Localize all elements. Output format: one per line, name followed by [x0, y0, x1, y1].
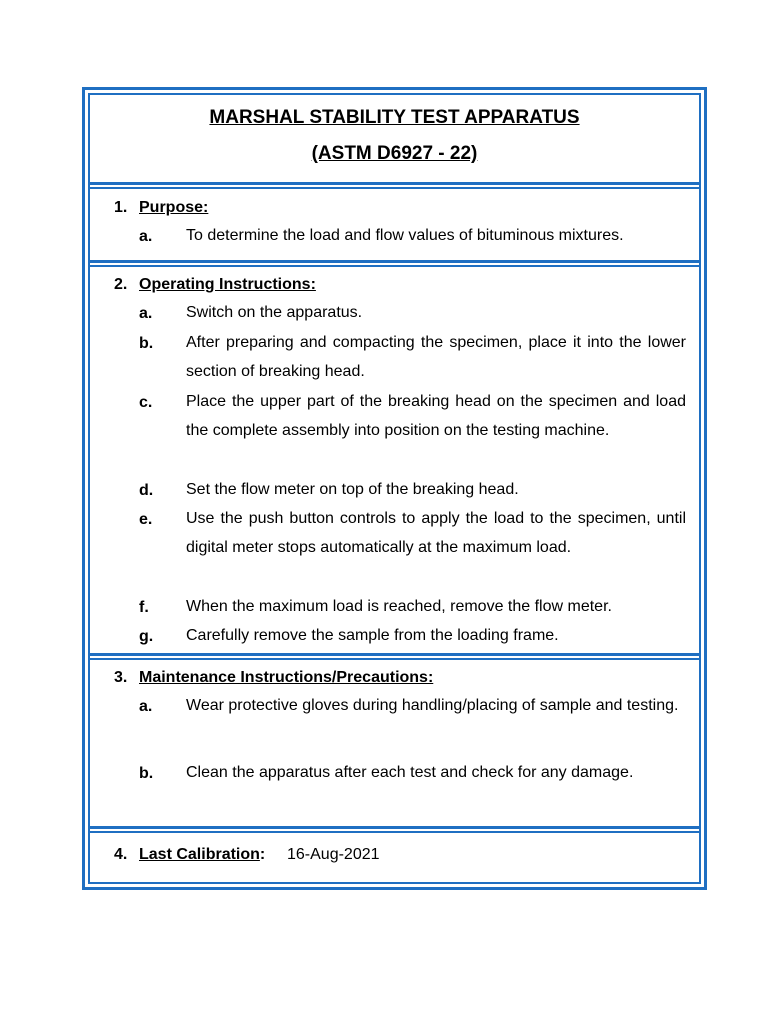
last-calibration-date: 16-Aug-2021 [287, 846, 380, 863]
item-letter: a. [139, 698, 153, 715]
document-subtitle: (ASTM D6927 - 22) [311, 143, 478, 164]
item-text: Carefully remove the sample from the loading frame. [186, 627, 559, 644]
item-letter: c. [139, 394, 153, 411]
item-letter: a. [139, 228, 153, 245]
section-number: 4. [114, 846, 128, 863]
item-letter: f. [139, 599, 149, 616]
item-letter: b. [139, 335, 154, 352]
item-letter: g. [139, 628, 154, 645]
item-text: Wear protective gloves during handling/placing of sample and testing. [186, 697, 679, 714]
section-divider [88, 182, 701, 189]
section-heading-calibration: Last Calibration [139, 846, 260, 863]
item-letter: b. [139, 765, 154, 782]
section-number: 3. [114, 669, 128, 686]
item-letter: e. [139, 511, 153, 528]
item-letter: d. [139, 482, 154, 499]
item-text: Clean the apparatus after each test and check for any damage. [186, 764, 634, 781]
item-text: When the maximum load is reached, remove the flow meter. [186, 598, 612, 615]
last-calibration-label [139, 846, 265, 864]
item-text: Place the upper part of the breaking head on the specimen and load the complete assembly into position on the testing machine. [186, 393, 686, 440]
section-divider [88, 826, 701, 833]
section-heading-maintenance: Maintenance Instructions/Precautions: [139, 669, 434, 686]
section-divider [88, 260, 701, 267]
section-divider [88, 653, 701, 660]
document-title: MARSHAL STABILITY TEST APPARATUS [209, 107, 580, 128]
item-text: After preparing and compacting the specimen, place it into the lower section of breaking head. [186, 334, 686, 381]
item-text: Use the push button controls to apply the load to the specimen, until digital meter stops automatically at the maximum load. [186, 510, 686, 557]
label-colon: : [259, 846, 266, 863]
item-text: Set the flow meter on top of the breaking head. [186, 481, 519, 498]
section-number: 1. [114, 199, 128, 216]
section-heading-purpose: Purpose: [139, 199, 209, 216]
section-heading-operating: Operating Instructions: [139, 276, 316, 293]
item-text: Switch on the apparatus. [186, 304, 363, 321]
item-letter: a. [139, 305, 153, 322]
section-number: 2. [114, 276, 128, 293]
item-text: To determine the load and flow values of bituminous mixtures. [186, 227, 624, 244]
